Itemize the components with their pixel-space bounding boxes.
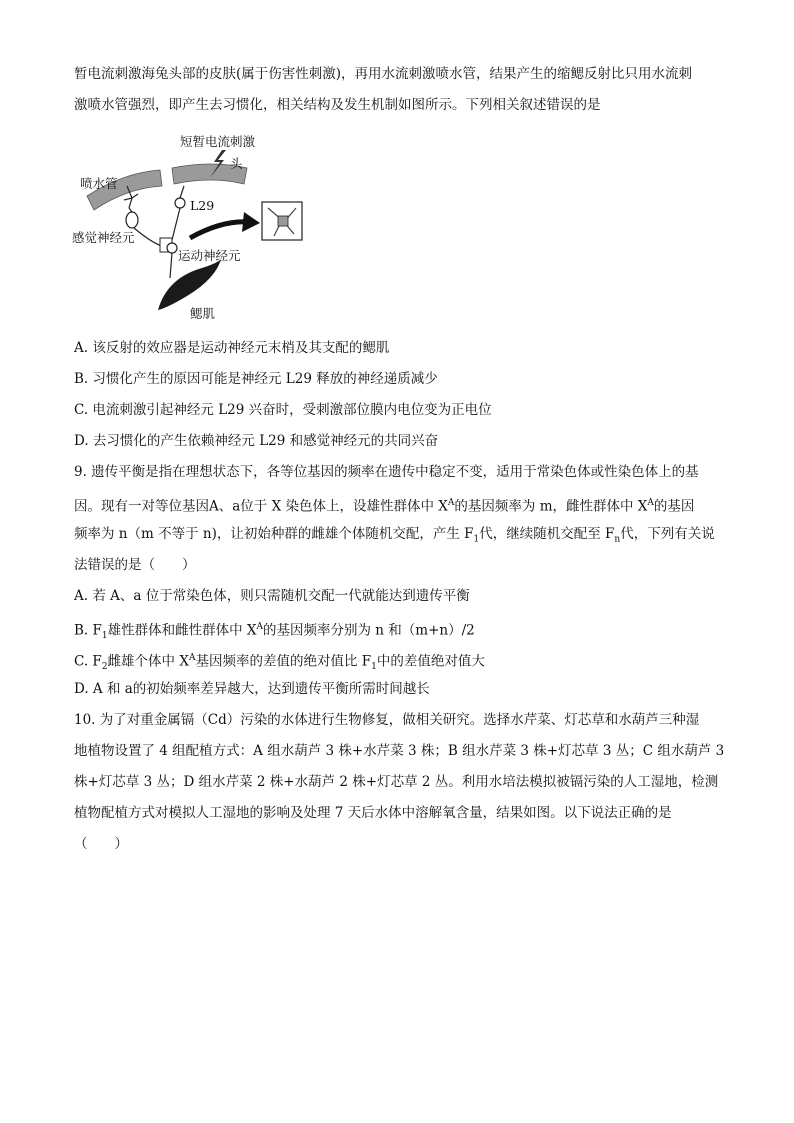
q9-line-4: 法错误的是（ ） <box>74 557 196 573</box>
q9-line-2: 因。现有一对等位基因A、a位于 X 染色体上，设雄性群体中 $X^A$的基因频率为 m，雌性群体中 $X^A$的基因 <box>74 498 695 515</box>
label-motor-neuron: 运动神经元 <box>178 248 241 263</box>
q10-line-3: 株+灯芯草 3 丛；D 组水芹菜 2 株+水葫芦 2 株+灯芯草 2 丛。利用水培法模拟被镉污染的人工湿地，检测 <box>74 774 719 790</box>
reflex-diagram <box>72 128 342 328</box>
q10-line-1: 10. 为了对重金属镉（Cd）污染的水体进行生物修复，做相关研究。选择水芹菜、灯芯草和水葫芦三种湿 <box>74 712 700 728</box>
arrow-icon <box>242 212 260 232</box>
L29-axon <box>172 186 184 240</box>
q8-option-d: D. 去习惯化的产生依赖神经元 L29 和感觉神经元的共同兴奋 <box>74 433 439 449</box>
q10-line-2: 地植物设置了 4 组配植方式：A 组水葫芦 3 株+水芹菜 3 株；B 组水芹菜 3 株+灯芯草 3 丛；C 组水葫芦 3 <box>74 743 725 759</box>
intro-line-2: 激喷水管强烈，即产生去习惯化，相关结构及发生机制如图所示。下列相关叙述错误的是 <box>74 97 601 113</box>
label-L29: L29 <box>190 198 215 213</box>
q8-option-a: A. 该反射的效应器是运动神经元末梢及其支配的鳃肌 <box>74 340 390 356</box>
q8-option-b: B. 习惯化产生的原因可能是神经元 L29 释放的神经递质减少 <box>74 371 438 387</box>
motor-axon <box>170 253 172 278</box>
inset-synapse <box>278 216 288 226</box>
q9-option-a: A. 若 A、a 位于常染色体，则只需随机交配一代就能达到遗传平衡 <box>74 588 470 604</box>
label-stimulus: 短暂电流刺激 <box>180 134 256 149</box>
label-siphon: 喷水管 <box>80 176 118 191</box>
label-sensory-neuron: 感觉神经元 <box>72 230 135 245</box>
q10-line-5: （ ） <box>74 836 128 852</box>
label-gill-muscle: 鳃肌 <box>190 306 216 321</box>
q9-option-d: D. A 和 a的初始频率差异越大，达到遗传平衡所需时间越长 <box>74 681 430 697</box>
motor-neuron-body <box>167 243 177 253</box>
gill-muscle <box>158 256 222 310</box>
intro-line-1: 暂电流刺激海兔头部的皮肤(属于伤害性刺激)，再用水流刺激喷水管，结果产生的缩鳃反射比只用水流刺 <box>74 66 693 82</box>
q9-option-b: B. $F_1$雄性群体和雌性群体中 $X^A$的基因频率分别为 n 和（m+n）/2 <box>74 622 475 642</box>
q9-option-c: C. $F_2$雌雄个体中 $X^A$基因频率的差值的绝对值比 $F_1$中的差值绝对值大 <box>74 653 485 673</box>
arrow-shaft <box>190 222 250 238</box>
label-head: 头 <box>230 156 243 171</box>
q10-line-4: 植物配植方式对模拟人工湿地的影响及处理 7 天后水体中溶解氧含量，结果如图。以下说法正确的是 <box>74 805 672 821</box>
q8-option-c: C. 电流刺激引起神经元 L29 兴奋时，受刺激部位膜内电位变为正电位 <box>74 402 492 418</box>
sensory-neuron-body <box>126 212 138 228</box>
q9-line-1: 9. 遗传平衡是指在理想状态下，各等位基因的频率在遗传中稳定不变，适用于常染色体或性染色体上的基 <box>74 464 699 480</box>
q9-line-3: 频率为 n（m 不等于 n)，让初始种群的雌雄个体随机交配，产生 $F_1$代，继续随机交配至 $F_n$代，下列有关说 <box>74 526 715 545</box>
L29-neuron-body <box>175 198 185 208</box>
